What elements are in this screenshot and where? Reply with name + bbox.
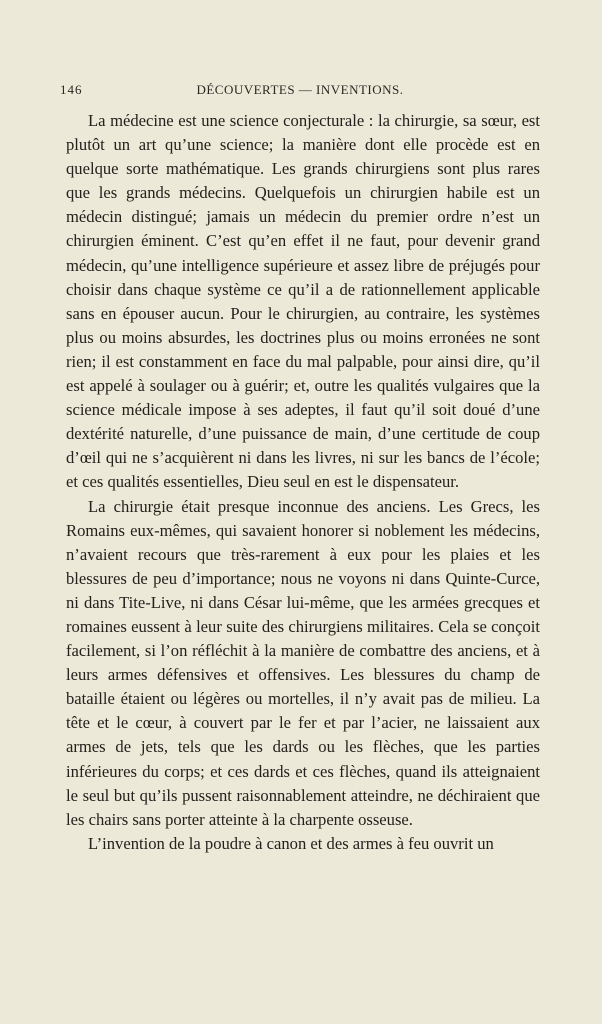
- paragraph: La médecine est une science conjecturale : la chirurgie, sa sœur, est plutôt un art qu’une science; la manière dont elle procède est en quelque sorte mathématique. Les grands chirurgiens sont plus rares que les grands médecins. Quelquefois un chirurgien habile est un médecin distingué; jamais un médecin du premier ordre n’est un chirurgien éminent. C’est qu’en effet il ne faut, pour devenir grand médecin, qu’une intelligence supérieure et assez libre de préjugés pour choisir dans chaque système ce qu’il a de rationnellement applicable sans en épouser aucun. Pour le chirurgien, au contraire, les systèmes plus ou moins absurdes, les doctrines plus ou moins erronées ne sont rien; il est constamment en face du mal palpable, pour ainsi dire, qu’il est appelé à soulager ou à guérir; et, outre les qualités vulgaires que la science médicale impose à ses adeptes, il faut qu’il soit doué d’une dextérité naturelle, d’une puissance de main, d’une certitude de coup d’œil qui ne s’acquièrent ni dans les livres, ni sur les bancs de l’école; et ces qualités essentielles, Dieu seul en est le dispensateur.: [66, 111, 540, 492]
- paragraph: La chirurgie était presque inconnue des anciens. Les Grecs, les Romains eux-mêmes, qui savaient honorer si noblement les médecins, n’avaient recours que très-rarement à eux pour les plaies et les blessures de peu d’importance; nous ne voyons ni dans Quinte-Curce, ni dans Tite-Live, ni dans César lui-même, que les armées grecques et romaines eussent à leur suite des chirurgiens militaires. Cela se conçoit facilement, si l’on réfléchit à la manière de combattre des anciens, et à leurs armes défensives et offensives. Les blessures du champ de bataille étaient ou légères ou mortelles, il n’y avait pas de milieu. La tête et le cœur, à couvert par le fer et par l’acier, ne laissaient aux armes de jets, tels que les dards ou les flèches, que les parties inférieures du corps; et ces dards et ces flèches, quand ils atteignaient le seul but qu’ils pussent raisonnablement atteindre, ne déchiraient que les chairs sans porter atteinte à la charpente osseuse.: [66, 496, 540, 829]
- running-title: DÉCOUVERTES — INVENTIONS.: [196, 82, 404, 97]
- page-number: 146: [60, 82, 83, 97]
- page-header: [60, 82, 540, 102]
- paragraph: L’invention de la poudre à canon et des armes à feu ouvrit un: [88, 833, 494, 853]
- body-text: [66, 109, 540, 856]
